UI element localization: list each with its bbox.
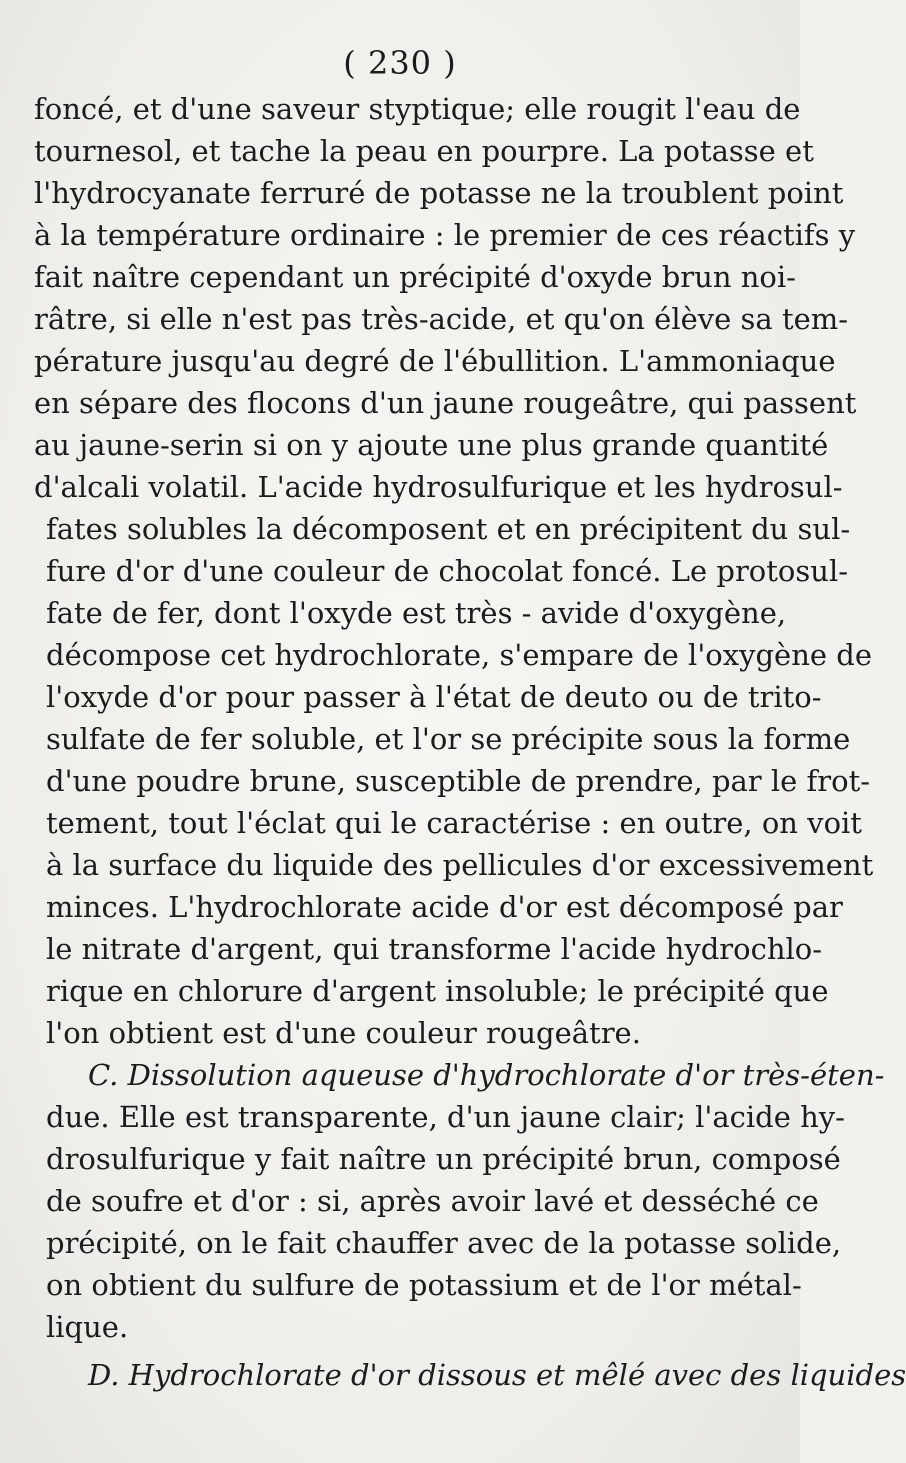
text-line: fate de fer, dont l'oxyde est très - avide d'oxygène,: [46, 596, 787, 630]
section-heading-c: C. Dissolution aqueuse d'hydrochlorate d'or très-éten-: [88, 1058, 885, 1092]
text-line: à la surface du liquide des pellicules d'or excessivement: [46, 848, 874, 882]
text-line: fait naître cependant un précipité d'oxyde brun noi-: [34, 260, 796, 294]
text-line: l'hydrocyanate ferruré de potasse ne la troublent point: [34, 176, 844, 210]
text-line: précipité, on le fait chauffer avec de la potasse solide,: [46, 1226, 842, 1260]
text-line: d'une poudre brune, susceptible de prendre, par le frot-: [46, 764, 871, 798]
text-line: lique.: [46, 1310, 129, 1344]
text-line: minces. L'hydrochlorate acide d'or est décomposé par: [46, 890, 843, 924]
text-line: sulfate de fer soluble, et l'or se précipite sous la forme: [46, 722, 851, 756]
text-line: de soufre et d'or : si, après avoir lavé et desséché ce: [46, 1184, 819, 1218]
text-line: d'alcali volatil. L'acide hydrosulfurique et les hydrosul-: [34, 470, 843, 504]
text-line: on obtient du sulfure de potassium et de l'or métal-: [46, 1268, 802, 1302]
text-line: décompose cet hydrochlorate, s'empare de l'oxygène de: [46, 638, 873, 672]
text-line: rique en chlorure d'argent insoluble; le précipité que: [46, 974, 829, 1008]
section-heading-d: D. Hydrochlorate d'or dissous et mêlé avec des liquides: [88, 1358, 906, 1392]
text-line: l'on obtient est d'une couleur rougeâtre.: [46, 1016, 641, 1050]
text-line: fates solubles la décomposent et en précipitent du sul-: [46, 512, 851, 546]
text-line: râtre, si elle n'est pas très-acide, et qu'on élève sa tem-: [34, 302, 849, 336]
text-line: tournesol, et tache la peau en pourpre. La potasse et: [34, 134, 814, 168]
text-line: l'oxyde d'or pour passer à l'état de deuto ou de trito-: [46, 680, 822, 714]
text-line: au jaune-serin si on y ajoute une plus grande quantité: [34, 428, 829, 462]
text-line: à la température ordinaire : le premier de ces réactifs y: [34, 218, 856, 252]
text-line: due. Elle est transparente, d'un jaune clair; l'acide hy-: [46, 1100, 845, 1134]
text-line: drosulfurique y fait naître un précipité brun, composé: [46, 1142, 841, 1176]
text-line: le nitrate d'argent, qui transforme l'acide hydrochlo-: [46, 932, 823, 966]
text-line: foncé, et d'une saveur styptique; elle rougit l'eau de: [34, 92, 801, 126]
page-number: ( 230 ): [343, 44, 457, 82]
text-line: pérature jusqu'au degré de l'ébullition. L'ammoniaque: [34, 344, 836, 378]
text-line: tement, tout l'éclat qui le caractérise : en outre, on voit: [46, 806, 862, 840]
text-line: fure d'or d'une couleur de chocolat foncé. Le protosul-: [46, 554, 849, 588]
text-line: en sépare des flocons d'un jaune rougeâtre, qui passent: [34, 386, 857, 420]
